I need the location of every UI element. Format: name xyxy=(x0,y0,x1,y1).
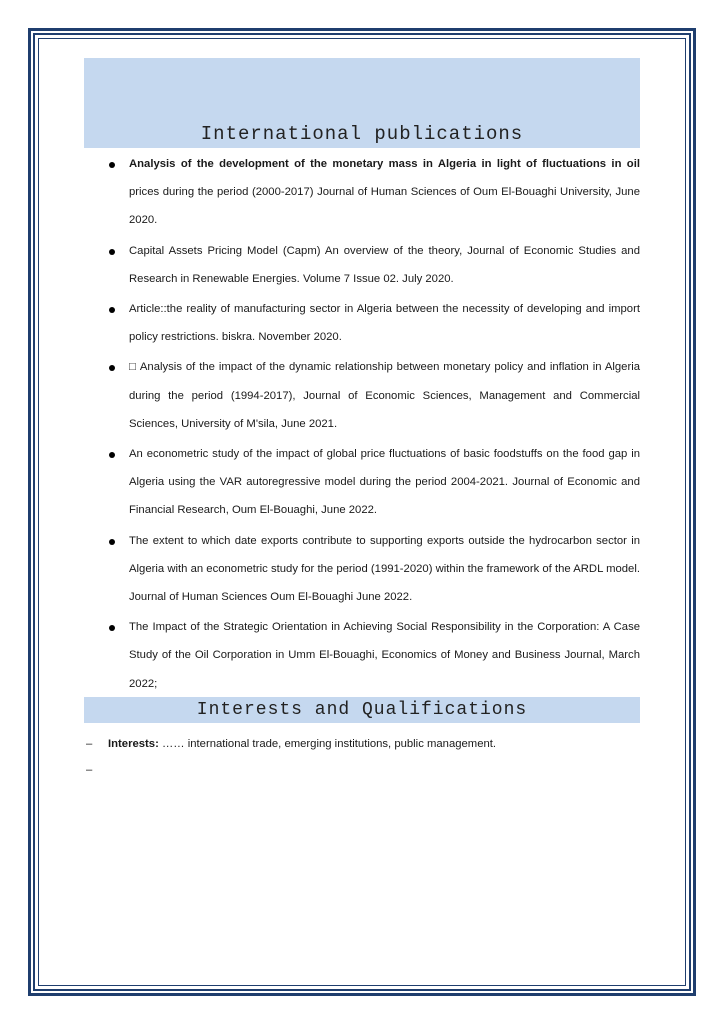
publication-item xyxy=(104,440,640,525)
publication-text: Article::the reality of manufacturing sector in Algeria between the necessity of developing and import policy restrictions. biskra. November 2020. xyxy=(129,303,640,344)
publications-header xyxy=(84,58,640,148)
publications-list xyxy=(104,150,640,700)
bullet-icon xyxy=(109,539,115,545)
publication-text: The Impact of the Strategic Orientation in Achieving Social Responsibility in the Corporation: A Case Study of the Oil Corporation in Umm El-Bouaghi, Economics of Money and Business Journal, March 2022; xyxy=(129,621,640,690)
publication-title-bold: Analysis of the development of the monetary mass in Algeria in light of fluctuations in oil xyxy=(129,158,640,170)
interests-header xyxy=(84,697,640,723)
interests-line xyxy=(86,736,626,752)
publication-text: Capital Assets Pricing Model (Capm) An overview of the theory, Journal of Economic Studies and Research in Renewable Energies. Volume 7 Issue 02. July 2020. xyxy=(129,244,640,285)
publications-title: International publications xyxy=(200,123,524,145)
bullet-icon xyxy=(109,249,115,255)
publication-text: An econometric study of the impact of global price fluctuations of basic foodstuffs on the food gap in Algeria using the VAR autoregressive model during the period 2004-2021. Journal of Economic and Financial Research, Oum El-Bouaghi, June 2022. xyxy=(129,448,640,517)
dash-marker: – xyxy=(86,738,93,750)
publication-item xyxy=(104,527,640,612)
publication-text: prices during the period (2000-2017) Journal of Human Sciences of Oum El-Bouaghi University, June 2020. xyxy=(129,186,640,227)
interests-label: Interests: xyxy=(108,738,159,750)
publication-text: □ Analysis of the impact of the dynamic relationship between monetary policy and inflation in Algeria during the period (1994-2017), Journal of Economic Sciences, Management and Commercial Sciences, University of M'sila, June 2021. xyxy=(129,361,640,430)
publication-item xyxy=(104,295,640,351)
bullet-icon xyxy=(109,452,115,458)
bullet-icon xyxy=(109,365,115,371)
interests-title: Interests and Qualifications xyxy=(196,700,528,720)
publication-text: The extent to which date exports contribute to supporting exports outside the hydrocarbon sector in Algeria with an econometric study for the period (1991-2020) within the framework of the ARDL model. Journal of Human Sciences Oum El-Bouaghi June 2022. xyxy=(129,534,640,604)
dash-marker-empty: – xyxy=(86,764,93,776)
publication-item xyxy=(104,353,640,438)
bullet-icon xyxy=(109,307,115,313)
publication-item xyxy=(104,613,640,698)
bullet-icon xyxy=(109,162,115,168)
publication-item xyxy=(104,150,640,235)
publication-item xyxy=(104,237,640,293)
bullet-icon xyxy=(109,625,115,631)
interests-text: …… international trade, emerging institutions, public management. xyxy=(158,738,497,750)
